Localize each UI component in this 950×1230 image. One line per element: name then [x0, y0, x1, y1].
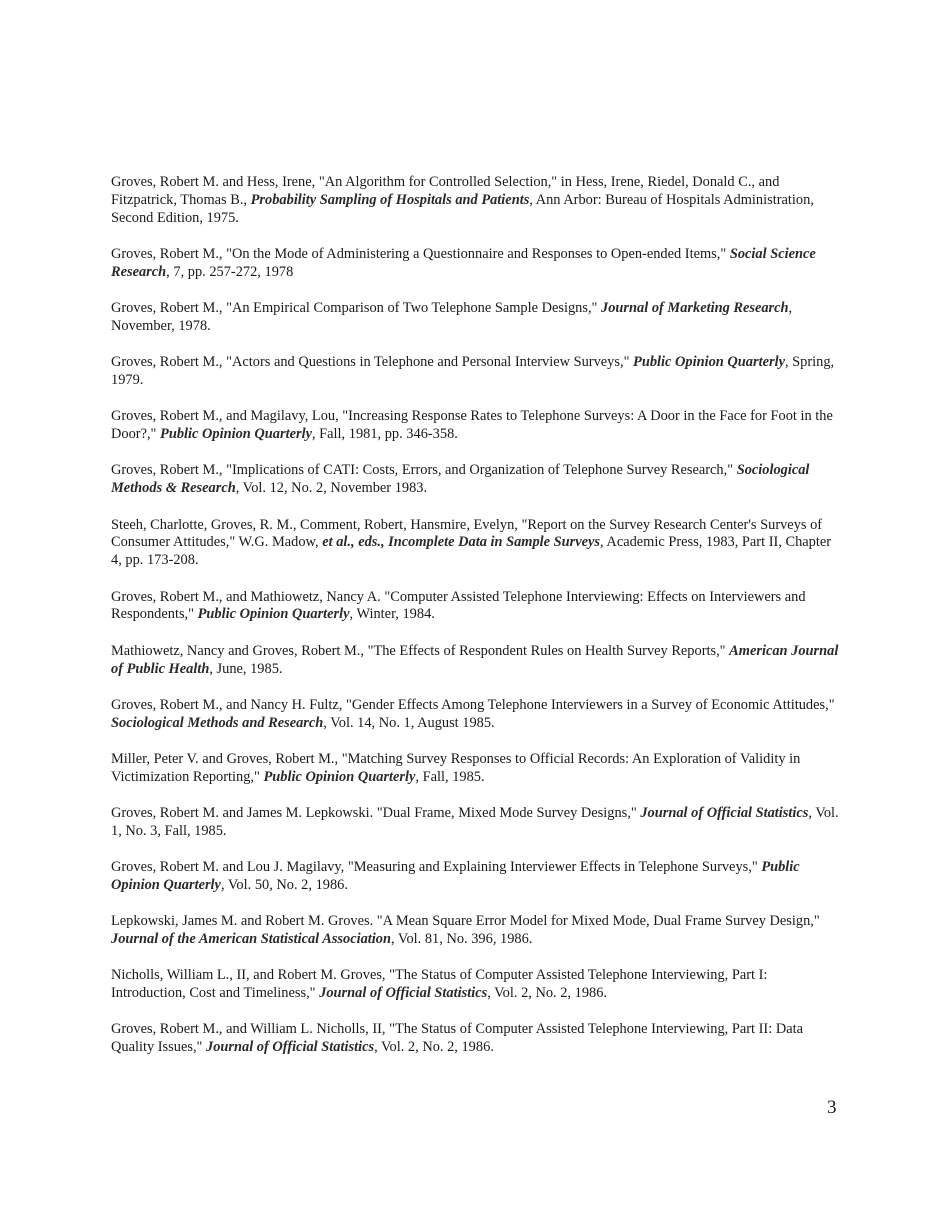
reference-text: , Fall, 1981, pp. 346-358.	[311, 426, 458, 443]
reference-entry	[111, 354, 841, 390]
reference-text: Groves, Robert M., "An Empirical Comparison of Two Telephone Sample Designs,"	[111, 300, 602, 317]
reference-entry	[111, 805, 841, 841]
reference-list	[111, 174, 841, 1076]
reference-entry	[111, 589, 841, 625]
reference-text: Groves, Robert M., and Magilavy, Lou, "Increasing Response Rates to Telephone Surveys: A Door in the Face for Foot in the Door?,"	[111, 408, 833, 443]
publication-title: Social Science Research	[111, 246, 816, 280]
reference-entry	[111, 859, 841, 895]
reference-text: Groves, Robert M. and Hess, Irene, "An Algorithm for Controlled Selection," in Hess, Irene, Riedel, Donald C., and Fitzpatrick, Thomas B.,	[111, 174, 780, 208]
reference-entry	[111, 174, 841, 228]
reference-text: Groves, Robert M., and Nancy H. Fultz, "Gender Effects Among Telephone Interviewers in a Survey of Economic Attitudes,"	[111, 696, 835, 713]
publication-title: Public Opinion Quarterly	[263, 768, 416, 785]
reference-entry	[111, 1021, 841, 1057]
publication-title: Sociological Methods & Research	[111, 462, 810, 497]
reference-text: , Vol. 2, No. 2, 1986.	[374, 1039, 494, 1056]
reference-text: , Academic Press, 1983, Part II, Chapter 4, pp. 173-208.	[111, 534, 832, 569]
reference-text: Lepkowski, James M. and Robert M. Groves. "A Mean Square Error Model for Mixed Mode, Dual Frame Survey Design,"	[111, 913, 820, 930]
reference-entry	[111, 643, 841, 679]
reference-text: , Vol. 1, No. 3, Fall, 1985.	[111, 805, 839, 839]
publication-title: American Journal of Public Health	[111, 642, 839, 677]
publication-title: et al., eds., Incomplete Data in Sample Surveys	[322, 534, 601, 551]
reference-text: , June, 1985.	[209, 660, 283, 677]
reference-text: , November, 1978.	[111, 300, 793, 335]
page-number: 3	[827, 1097, 837, 1118]
reference-text: Steeh, Charlotte, Groves, R. M., Comment, Robert, Hansmire, Evelyn, "Report on the Survey Research Center's Surveys of Consumer Attitudes," W.G. Madow,	[111, 516, 823, 551]
reference-entry	[111, 408, 841, 444]
publication-title: Journal of the American Statistical Association	[111, 931, 391, 948]
reference-entry	[111, 751, 841, 787]
reference-text: Miller, Peter V. and Groves, Robert M., "Matching Survey Responses to Official Records: An Exploration of Validity in Victimization Reporting,"	[111, 750, 801, 785]
reference-text: Groves, Robert M., "On the Mode of Administering a Questionnaire and Responses to Open-ended Items,"	[111, 246, 730, 263]
reference-entry	[111, 462, 841, 498]
reference-text: Groves, Robert M., and William L. Nicholls, II, "The Status of Computer Assisted Telephone Interviewing, Part II: Data Quality Issues,"	[111, 1021, 803, 1056]
reference-text: Groves, Robert M., "Actors and Questions in Telephone and Personal Interview Surveys,"	[111, 354, 634, 371]
reference-entry	[111, 517, 841, 571]
reference-text: , Vol. 14, No. 1, August 1985.	[323, 714, 495, 731]
reference-entry	[111, 300, 841, 336]
reference-entry	[111, 246, 841, 282]
reference-text: Mathiowetz, Nancy and Groves, Robert M., "The Effects of Respondent Rules on Health Survey Reports,"	[111, 642, 730, 659]
publication-title: Public Opinion Quarterly	[197, 606, 350, 623]
reference-entry	[111, 913, 841, 949]
reference-text: Nicholls, William L., II, and Robert M. Groves, "The Status of Computer Assisted Telephone Interviewing, Part I: Introduction, Cost and Timeliness,"	[111, 967, 768, 1002]
reference-entry	[111, 967, 841, 1003]
publication-title: Probability Sampling of Hospitals and Patients	[250, 191, 530, 208]
publication-title: Public Opinion Quarterly	[111, 859, 800, 894]
reference-text: , Vol. 12, No. 2, November 1983.	[235, 480, 428, 497]
publication-title: Public Opinion Quarterly	[633, 354, 785, 371]
reference-text: Groves, Robert M., and Mathiowetz, Nancy A. "Computer Assisted Telephone Interviewing: Effects on Interviewers and Respondents,"	[111, 588, 806, 623]
reference-text: , Spring, 1979.	[111, 354, 835, 389]
reference-text: , Winter, 1984.	[349, 606, 435, 623]
reference-text: , Vol. 81, No. 396, 1986.	[391, 931, 533, 948]
reference-text: , Fall, 1985.	[415, 768, 485, 785]
publication-title: Sociological Methods and Research	[111, 714, 324, 731]
reference-text: , Vol. 2, No. 2, 1986.	[487, 985, 608, 1002]
reference-text: Groves, Robert M., "Implications of CATI: Costs, Errors, and Organization of Telephone Survey Research,"	[111, 462, 737, 479]
publication-title: Journal of Marketing Research	[601, 300, 789, 317]
publication-title: Public Opinion Quarterly	[160, 426, 312, 443]
reference-text: Groves, Robert M. and James M. Lepkowski. "Dual Frame, Mixed Mode Survey Designs,"	[111, 805, 641, 822]
publication-title: Journal of Official Statistics	[640, 805, 809, 822]
reference-text: , Vol. 50, No. 2, 1986.	[220, 877, 348, 894]
reference-text: , 7, pp. 257-272, 1978	[166, 263, 294, 280]
reference-text: Groves, Robert M. and Lou J. Magilavy, "Measuring and Explaining Interviewer Effects in Telephone Surveys,"	[111, 859, 762, 876]
reference-entry	[111, 697, 841, 733]
reference-text: , Ann Arbor: Bureau of Hospitals Administration, Second Edition, 1975.	[111, 191, 814, 226]
publication-title: Journal of Official Statistics	[206, 1039, 375, 1056]
publication-title: Journal of Official Statistics	[319, 985, 488, 1002]
